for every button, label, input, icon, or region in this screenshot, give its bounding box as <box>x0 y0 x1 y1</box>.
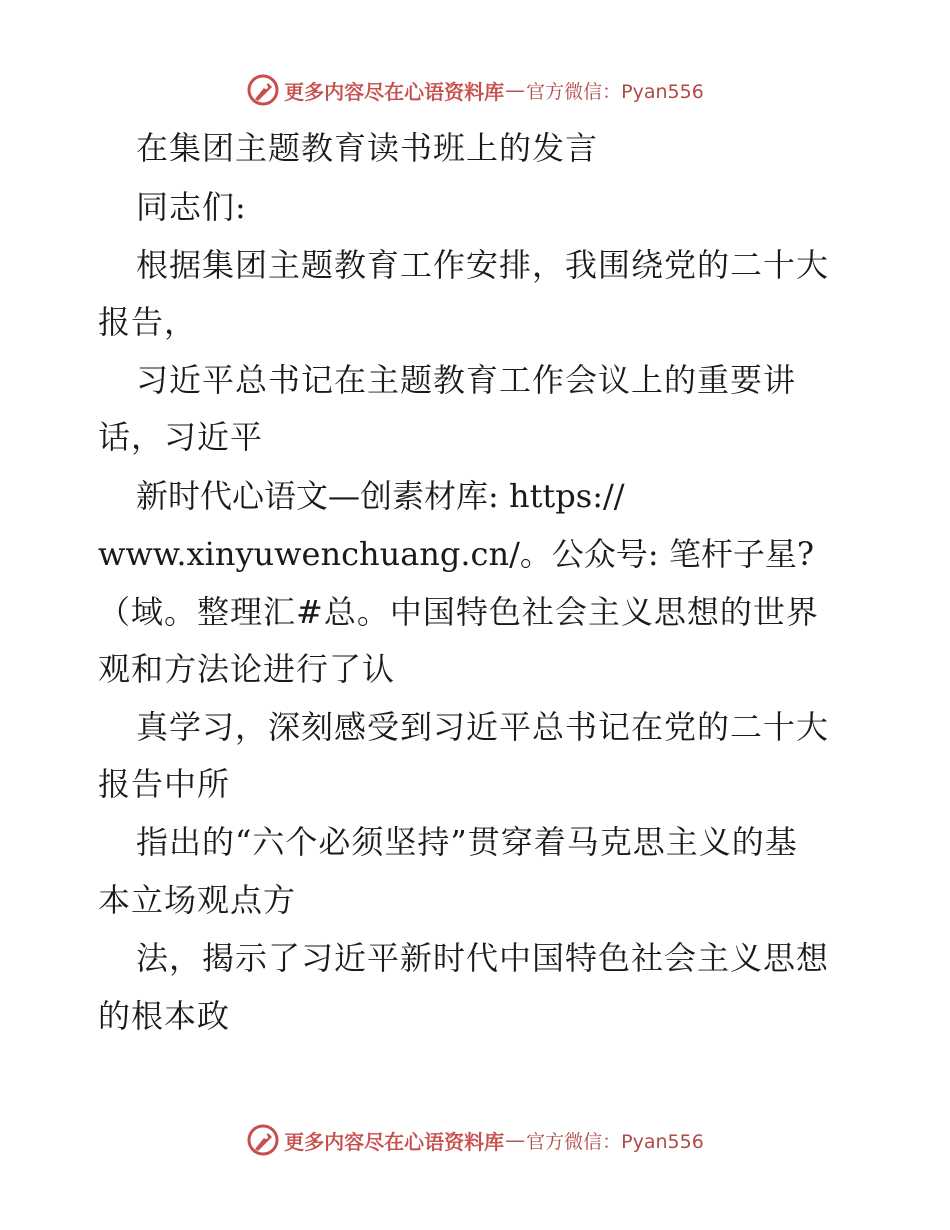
paragraph-line: 的根本政 <box>98 997 231 1035</box>
paragraph-line: 指出的“六个必须坚持”贯穿着马克思主义的基 <box>136 823 798 861</box>
pen-nib-logo-icon <box>246 73 280 107</box>
banner-wechat-text: 官方微信：Pyan556 <box>526 80 704 103</box>
paragraph-line: 新时代心语文—创素材库: https:// <box>136 477 625 515</box>
paragraph-line: 本立场观点方 <box>98 881 297 919</box>
banner-dash: — <box>505 78 526 102</box>
header-banner <box>0 70 950 110</box>
salutation: 同志们: <box>136 188 247 226</box>
document-title: 在集团主题教育读书班上的发言 <box>136 129 599 167</box>
paragraph-line: 报告， <box>98 303 198 341</box>
paragraph-line: 根据集团主题教育工作安排，我围绕党的二十大 <box>136 246 830 284</box>
paragraph-line: 法，揭示了习近平新时代中国特色社会主义思想 <box>136 939 830 977</box>
banner-wechat-text: 官方微信：Pyan556 <box>526 1130 704 1153</box>
paragraph-line: www.xinyuwenchuang.cn/。公众号: 笔杆子星? <box>98 535 814 573</box>
pen-nib-logo-icon <box>246 1123 280 1157</box>
paragraph-line: 习近平总书记在主题教育工作会议上的重要讲 <box>136 361 797 399</box>
banner-brand-text: 更多内容尽在心语资料库 <box>284 79 505 104</box>
banner-dash: — <box>505 1128 526 1152</box>
paragraph-line: 真学习，深刻感受到习近平总书记在党的二十大 <box>136 708 830 746</box>
paragraph-line: 报告中所 <box>98 765 231 803</box>
paragraph-line: 观和方法论进行了认 <box>98 650 396 688</box>
paragraph-line: （域。整理汇#总。中国特色社会主义思想的世界 <box>98 593 819 631</box>
banner-brand-text: 更多内容尽在心语资料库 <box>284 1129 505 1154</box>
paragraph-line: 话，习近平 <box>98 418 264 456</box>
footer-banner <box>0 1120 950 1160</box>
